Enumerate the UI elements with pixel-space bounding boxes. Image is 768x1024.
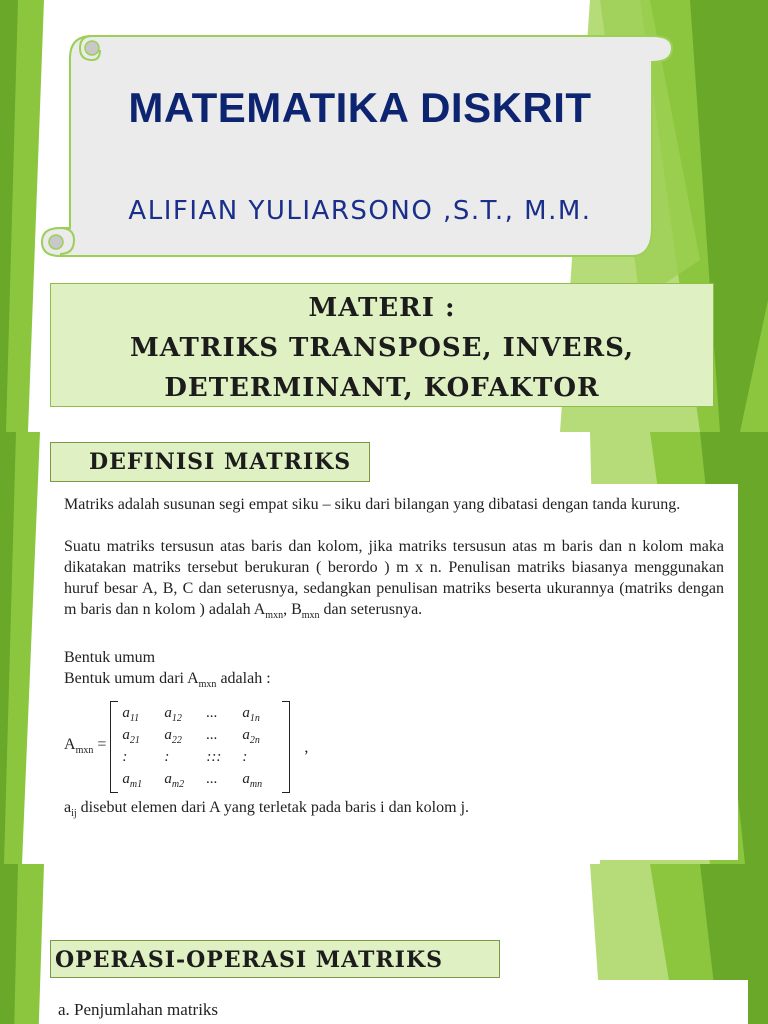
definisi-heading: DEFINISI MATRIKS (50, 442, 370, 482)
matrix-element: $a_{m1}$ (122, 771, 143, 791)
matrix-element: $a_{12}$ (164, 705, 182, 725)
definition-paragraph: Matriks adalah susunan segi empat siku – siku dari bilangan yang dibatasi dengan tanda kurung. (64, 496, 681, 513)
operasi-document (50, 980, 748, 1024)
matrix-element: $a_{m2}$ (164, 771, 185, 791)
operasi-heading: OPERASI-OPERASI MATRIKS (50, 940, 500, 978)
matrix-comma: , (304, 738, 309, 756)
matrix-name: $A_{mxn}$ = (64, 735, 107, 756)
matrix-element: : (242, 749, 248, 766)
matrix-element: ::: (206, 749, 222, 766)
bentuk-umum-dari: Bentuk umum dari $A_{mxn}$ adalah : (64, 670, 271, 691)
matrix-element: $a_{2n}$ (242, 727, 260, 747)
matrix-element: $a_{21}$ (122, 727, 140, 747)
matrix-element: $a_{22}$ (164, 727, 182, 747)
author-name: ALIFIAN YULIARSONO ,S.T., M.M. (128, 196, 592, 226)
materi-topics-line1: MATRIKS TRANSPOSE, INVERS, (129, 333, 635, 363)
ordo-paragraph: Suatu matriks tersusun atas baris dan kolom, jika matriks tersusun atas m baris dan n kolom maka dikatakan matriks tersebut berukuran ( berordo ) m x n. Penulisan matriks biasanya menggunakan huruf besar A, B, C dan seterusnya, sedangkan penulisan matriks beserta ukurannya (matriks dengan m baris dan n kolom ) adalah $A_{mxn}$, $B_{mxn}$ dan seterusnya. (64, 538, 724, 622)
matrix-element: : (122, 749, 128, 766)
matrix-element: $a_{mn}$ (242, 771, 263, 791)
slide-operasi (0, 864, 768, 1024)
general-matrix (64, 699, 724, 795)
matrix-element: ... (206, 771, 218, 788)
matrix-element: $a_{11}$ (122, 705, 140, 725)
penjumlahan-item: a. Penjumlahan matriks (58, 1000, 219, 1019)
materi-box (50, 283, 714, 407)
matrix-right-bracket (282, 701, 290, 793)
presentation-title: MATEMATIKA DISKRIT (128, 84, 592, 131)
matrix-element: : (164, 749, 170, 766)
aij-definition: $a_{ij}$ disebut elemen dari A yang terletak pada baris i dan kolom j. (64, 799, 470, 820)
matrix-element: ... (206, 705, 218, 722)
matrix-left-bracket (110, 701, 118, 793)
materi-label: MATERI : (308, 293, 456, 323)
matrix-elements (118, 703, 282, 791)
materi-topics-line2: DETERMINANT, KOFAKTOR (164, 373, 600, 403)
slide-definisi (0, 432, 768, 864)
bentuk-umum-label: Bentuk umum (64, 649, 156, 667)
matrix-element: ... (206, 727, 218, 744)
definisi-document (50, 484, 738, 860)
slide-title (0, 0, 768, 432)
matrix-element: $a_{1n}$ (242, 705, 260, 725)
